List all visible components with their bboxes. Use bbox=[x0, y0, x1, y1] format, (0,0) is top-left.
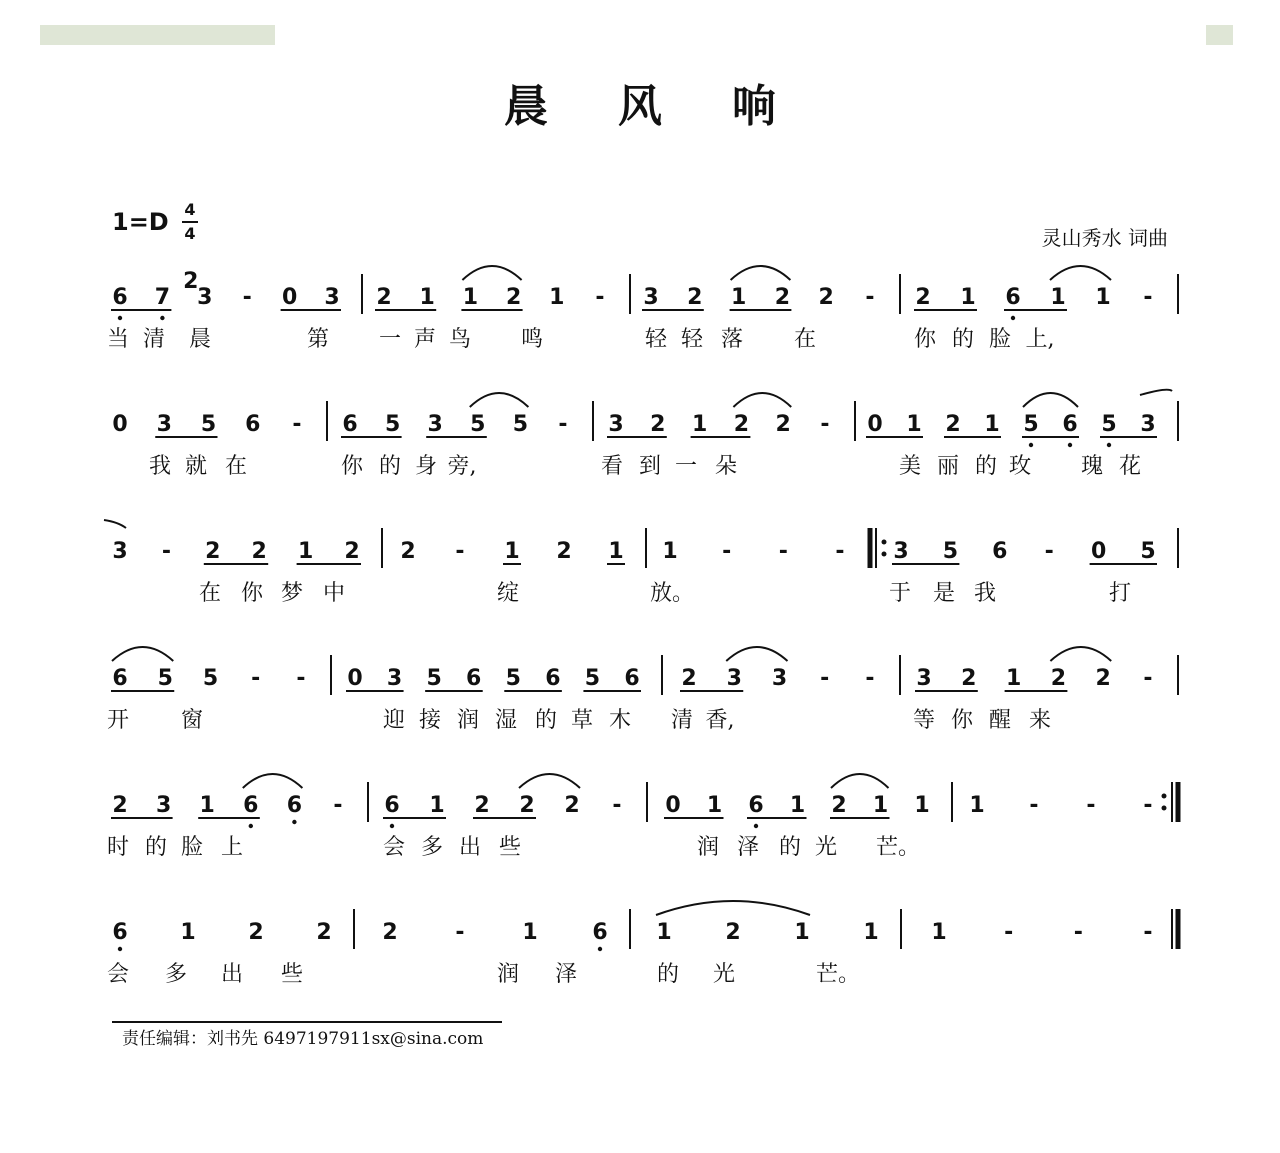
jianpu-note: 2 bbox=[915, 285, 931, 310]
lyric-char: 在 bbox=[198, 581, 222, 606]
lyric-char: 会 bbox=[382, 835, 406, 860]
dash-mark: - bbox=[722, 539, 732, 564]
lyric-char: 我 bbox=[973, 581, 997, 606]
jianpu-note: 2 bbox=[248, 920, 264, 945]
song-title: 晨风响 bbox=[504, 81, 846, 132]
lyric-char: 瑰 bbox=[1080, 454, 1104, 479]
jianpu-note: 3 bbox=[726, 666, 742, 691]
octave-dot-below bbox=[390, 824, 394, 828]
jianpu-note: 6 bbox=[245, 412, 261, 437]
jianpu-note: 2 bbox=[519, 793, 535, 818]
lyric-char: 丽 bbox=[936, 454, 960, 479]
jianpu-note: 5 bbox=[470, 412, 486, 437]
jianpu-note: 3 bbox=[771, 666, 788, 691]
jianpu-note: 2 bbox=[112, 793, 128, 818]
dash-mark: - bbox=[865, 666, 875, 691]
jianpu-note: 2 bbox=[505, 285, 522, 310]
jianpu-note: 2 bbox=[344, 539, 360, 564]
jianpu-note: 5 bbox=[384, 412, 401, 437]
jianpu-note: 3 bbox=[155, 793, 172, 818]
repeat-dot bbox=[882, 552, 887, 557]
lyric-char: 花 bbox=[1118, 454, 1142, 479]
lyric-char: 些 bbox=[280, 962, 304, 987]
lyric-char: 轻 bbox=[644, 327, 668, 352]
lyric-char: 你 bbox=[913, 327, 937, 352]
jianpu-note: 2 bbox=[775, 412, 791, 437]
lyric-char: 光 bbox=[712, 962, 736, 987]
lyric-char: 清 bbox=[670, 708, 694, 733]
jianpu-note: 3 bbox=[386, 666, 403, 691]
lyric-char: 草 bbox=[570, 708, 594, 733]
lyric-char: 朵 bbox=[714, 454, 738, 479]
jianpu-note: 3 bbox=[427, 412, 443, 437]
dash-mark: - bbox=[835, 539, 845, 564]
jianpu-note: 1 bbox=[199, 793, 215, 818]
lyric-char: 看 bbox=[600, 454, 624, 479]
jianpu-note: 1 bbox=[419, 285, 435, 310]
lyric-char: 醒 bbox=[988, 708, 1012, 733]
jianpu-note: 5 bbox=[942, 539, 959, 564]
octave-dot-below bbox=[598, 947, 602, 951]
jianpu-note: 1 bbox=[1095, 285, 1111, 310]
lyric-char: 是 bbox=[932, 581, 956, 606]
dash-mark: - bbox=[161, 539, 171, 564]
lyric-char: 泽 bbox=[554, 962, 578, 987]
lyric-char: 的 bbox=[656, 962, 680, 987]
jianpu-note: 2 bbox=[650, 412, 666, 437]
jianpu-note: 5 bbox=[1023, 412, 1039, 437]
lyric-char: 光 bbox=[814, 835, 838, 860]
dash-mark: - bbox=[865, 285, 875, 310]
jianpu-note: 1 bbox=[984, 412, 1000, 437]
lyric-char: 的 bbox=[951, 327, 975, 352]
jianpu-note: 6 bbox=[592, 920, 608, 945]
jianpu-note: 6 bbox=[112, 285, 128, 310]
jianpu-note: 6 bbox=[624, 666, 640, 691]
jianpu-note: 2 bbox=[687, 285, 703, 310]
octave-dot-below bbox=[1068, 443, 1072, 447]
jianpu-note: 6 bbox=[112, 920, 128, 945]
jianpu-note: 2 bbox=[725, 920, 741, 945]
lyric-char: 香, bbox=[705, 708, 735, 733]
dash-mark: - bbox=[558, 412, 568, 437]
jianpu-note: 6 bbox=[286, 793, 303, 818]
lyric-char: 身 bbox=[414, 454, 438, 479]
jianpu-note: 1 bbox=[706, 793, 723, 818]
jianpu-note: 1 bbox=[1050, 285, 1066, 310]
jianpu-note: 6 bbox=[1062, 412, 1078, 437]
slur-arc bbox=[243, 774, 303, 788]
jianpu-note: 1 bbox=[429, 793, 445, 818]
slur-arc bbox=[1050, 647, 1111, 661]
jianpu-note: 1 bbox=[297, 539, 314, 564]
lyric-char: 迎 bbox=[382, 708, 406, 733]
jianpu-note: 2 bbox=[774, 285, 791, 310]
lyric-char: 木 bbox=[608, 708, 632, 733]
lyric-char: 我 bbox=[148, 454, 172, 479]
lyric-char: 放。 bbox=[649, 581, 695, 606]
lyric-char: 清 bbox=[142, 327, 166, 352]
jianpu-note: 6 bbox=[545, 666, 561, 691]
lyric-char: 鸣 bbox=[520, 327, 544, 352]
lyric-char: 当 bbox=[106, 327, 130, 352]
jianpu-note: 1 bbox=[462, 285, 479, 310]
dash-mark: - bbox=[333, 793, 343, 818]
lyric-char: 出 bbox=[458, 835, 482, 860]
dash-mark: - bbox=[455, 539, 465, 564]
lyric-char: 多 bbox=[420, 835, 444, 860]
jianpu-note: 5 bbox=[584, 666, 601, 691]
jianpu-note: 5 bbox=[505, 666, 521, 691]
rest-note: 0 bbox=[347, 666, 363, 691]
jianpu-note: 1 bbox=[522, 920, 538, 945]
dash-mark: - bbox=[1143, 666, 1153, 691]
repeat-dot bbox=[882, 540, 887, 545]
octave-dot-below bbox=[118, 316, 122, 320]
lyric-char: 美 bbox=[898, 454, 922, 479]
jianpu-note: 3 bbox=[197, 285, 213, 310]
jianpu-note: 5 bbox=[200, 412, 217, 437]
jianpu-note: 1 bbox=[608, 539, 624, 564]
lyric-char: 等 bbox=[912, 708, 936, 733]
jianpu-note: 5 bbox=[202, 666, 219, 691]
lyric-char: 你 bbox=[340, 454, 364, 479]
lyric-char: 梦 bbox=[280, 581, 304, 606]
jianpu-note: 3 bbox=[643, 285, 659, 310]
jianpu-note: 1 bbox=[906, 412, 922, 437]
jianpu-note: 2 bbox=[818, 285, 834, 310]
lyric-char: 的 bbox=[534, 708, 558, 733]
lyric-char: 上, bbox=[1025, 327, 1055, 352]
jianpu-note: 3 bbox=[1140, 412, 1156, 437]
octave-dot-below bbox=[1011, 316, 1015, 320]
jianpu-note: 6 bbox=[466, 666, 482, 691]
lyric-char: 出 bbox=[220, 962, 244, 987]
jianpu-note: 6 bbox=[243, 793, 259, 818]
jianpu-note: 1 bbox=[914, 793, 930, 818]
dash-mark: - bbox=[1143, 793, 1153, 818]
dash-mark: - bbox=[251, 666, 261, 691]
lyric-char: 脸 bbox=[180, 835, 204, 860]
lyric-char: 你 bbox=[240, 581, 264, 606]
jianpu-note: 3 bbox=[916, 666, 932, 691]
jianpu-note: 6 bbox=[992, 539, 1008, 564]
jianpu-note: 5 bbox=[1101, 412, 1117, 437]
lyric-char: 润 bbox=[456, 708, 480, 733]
lyric-char: 泽 bbox=[736, 835, 760, 860]
jianpu-note: 2 bbox=[1050, 666, 1067, 691]
dash-mark: - bbox=[292, 412, 302, 437]
jianpu-note: 3 bbox=[156, 412, 172, 437]
rest-note: 0 bbox=[281, 285, 298, 310]
slur-arc bbox=[112, 647, 173, 661]
jianpu-note: 5 bbox=[426, 666, 442, 691]
footer-rule bbox=[112, 1021, 502, 1023]
jianpu-note: 1 bbox=[656, 920, 672, 945]
lyric-char: 些 bbox=[498, 835, 522, 860]
jianpu-note: 1 bbox=[872, 793, 889, 818]
slur-arc bbox=[731, 266, 791, 280]
rest-note: 0 bbox=[1090, 539, 1107, 564]
lyric-char: 晨 bbox=[188, 327, 212, 352]
lyric-char: 的 bbox=[778, 835, 802, 860]
jianpu-note: 1 bbox=[960, 285, 976, 310]
slur-arc bbox=[462, 266, 521, 280]
jianpu-note: 1 bbox=[180, 920, 196, 945]
tie-arc bbox=[1140, 390, 1172, 395]
key-signature: 1=D bbox=[112, 208, 169, 236]
jianpu-note: 5 bbox=[1140, 539, 1156, 564]
jianpu-note: 5 bbox=[512, 412, 529, 437]
jianpu-note: 6 bbox=[748, 793, 764, 818]
jianpu-note: 2 bbox=[1095, 666, 1111, 691]
rest-note: 0 bbox=[867, 412, 883, 437]
jianpu-note: 2 bbox=[251, 539, 267, 564]
lyric-char: 于 bbox=[888, 581, 912, 606]
dash-mark: - bbox=[1143, 285, 1153, 310]
jianpu-note: 6 bbox=[112, 666, 128, 691]
jianpu-note: 6 bbox=[1005, 285, 1021, 310]
time-sig-numerator: 4 bbox=[184, 200, 196, 219]
dash-mark: - bbox=[1044, 539, 1054, 564]
octave-dot-below bbox=[292, 820, 296, 824]
lyric-char: 就 bbox=[184, 454, 208, 479]
slur-arc bbox=[726, 647, 787, 661]
lyric-char: 湿 bbox=[494, 708, 518, 733]
jianpu-note: 2 bbox=[376, 285, 392, 310]
lyric-char: 润 bbox=[496, 962, 520, 987]
lyric-char: 玫 bbox=[1008, 454, 1032, 479]
octave-dot-below bbox=[1029, 443, 1033, 447]
jianpu-note: 3 bbox=[324, 285, 340, 310]
lyric-char: 窗 bbox=[180, 708, 204, 733]
dash-mark: - bbox=[820, 666, 830, 691]
jianpu-note: 3 bbox=[608, 412, 624, 437]
jianpu-note: 2 bbox=[961, 666, 977, 691]
jianpu-note: 2 bbox=[474, 793, 490, 818]
dash-mark: - bbox=[1086, 793, 1096, 818]
lyric-char: 轻 bbox=[680, 327, 704, 352]
slur-arc bbox=[519, 774, 580, 788]
lyric-char: 到 bbox=[638, 454, 662, 479]
dash-mark: - bbox=[595, 285, 605, 310]
jianpu-note: 1 bbox=[691, 412, 708, 437]
lyric-char: 绽 bbox=[496, 581, 520, 606]
lyric-char: 脸 bbox=[988, 327, 1012, 352]
jianpu-note: 6 bbox=[384, 793, 400, 818]
composer-credit: 灵山秀水 词曲 bbox=[1041, 226, 1168, 250]
dash-mark: - bbox=[612, 793, 622, 818]
octave-dot-below bbox=[249, 824, 253, 828]
jianpu-note: 2 bbox=[564, 793, 580, 818]
lyric-char: 会 bbox=[106, 962, 130, 987]
jianpu-note: 1 bbox=[969, 793, 985, 818]
jianpu-note: 2 bbox=[681, 666, 697, 691]
dash-mark: - bbox=[296, 666, 306, 691]
lyric-char: 你 bbox=[950, 708, 974, 733]
lyric-char: 鸟 bbox=[448, 327, 472, 352]
dash-mark: - bbox=[455, 920, 465, 945]
lyric-char: 中 bbox=[322, 581, 346, 606]
lyric-char: 接 bbox=[418, 708, 442, 733]
editor-credit: 责任编辑：刘书先 6497197911sx@sina.com bbox=[122, 1029, 484, 1049]
lyric-char: 时 bbox=[106, 835, 130, 860]
lyric-char: 打 bbox=[1108, 581, 1132, 606]
repeat-dot bbox=[1162, 806, 1167, 811]
lyric-char: 芒。 bbox=[875, 835, 921, 860]
lyric-char: 上 bbox=[220, 835, 244, 860]
octave-dot-below bbox=[118, 947, 122, 951]
octave-dot-below bbox=[1107, 443, 1111, 447]
dash-mark: - bbox=[1029, 793, 1039, 818]
jianpu-note: 1 bbox=[931, 920, 947, 945]
jianpu-note: 2 bbox=[831, 793, 847, 818]
jianpu-note: 2 bbox=[556, 539, 572, 564]
lyric-char: 旁, bbox=[447, 454, 477, 479]
dash-mark: - bbox=[1004, 920, 1014, 945]
jianpu-note: 1 bbox=[549, 285, 565, 310]
lyric-char: 一 bbox=[674, 454, 698, 479]
jianpu-note: 3 bbox=[112, 539, 128, 564]
lyric-char: 多 bbox=[164, 962, 188, 987]
dash-mark: - bbox=[1073, 920, 1083, 945]
jianpu-note: 2 bbox=[382, 920, 398, 945]
time-sig-denominator: 4 bbox=[184, 224, 196, 243]
jianpu-note: 1 bbox=[789, 793, 806, 818]
jianpu-note: 1 bbox=[662, 539, 678, 564]
jianpu-note: 7 bbox=[154, 285, 171, 310]
octave-dot-below bbox=[754, 824, 758, 828]
octave-dot-below bbox=[160, 316, 164, 320]
dash-mark: - bbox=[242, 285, 252, 310]
jianpu-note: 3 bbox=[893, 539, 909, 564]
lyric-char: 第 bbox=[306, 327, 330, 352]
rest-note: 0 bbox=[112, 412, 128, 437]
jianpu-note: 5 bbox=[157, 666, 173, 691]
slur-arc bbox=[656, 901, 810, 915]
lyric-char: 来 bbox=[1028, 708, 1052, 733]
jianpu-note: 2 bbox=[945, 412, 961, 437]
slur-arc bbox=[1050, 266, 1111, 280]
lyric-char: 开 bbox=[106, 708, 130, 733]
lyric-char: 芒。 bbox=[815, 962, 861, 987]
lyric-char: 的 bbox=[144, 835, 168, 860]
jianpu-note: 2 bbox=[400, 539, 416, 564]
jianpu-note: 6 bbox=[342, 412, 358, 437]
dash-mark: - bbox=[778, 539, 788, 564]
dash-mark: - bbox=[1143, 920, 1153, 945]
repeat-dot bbox=[1162, 794, 1167, 799]
lyric-char: 一 bbox=[378, 327, 402, 352]
jianpu-note: 1 bbox=[504, 539, 520, 564]
slur-arc bbox=[1023, 393, 1078, 407]
jianpu-note: 2 bbox=[316, 920, 332, 945]
slur-arc bbox=[733, 393, 791, 407]
jianpu-note: 1 bbox=[863, 920, 879, 945]
lyric-char: 润 bbox=[696, 835, 720, 860]
lyric-char: 的 bbox=[378, 454, 402, 479]
lyric-char: 在 bbox=[793, 327, 817, 352]
rest-note: 0 bbox=[665, 793, 681, 818]
jianpu-note: 2 bbox=[733, 412, 750, 437]
jianpu-note: 2 bbox=[205, 539, 221, 564]
jianpu-note: 1 bbox=[730, 285, 747, 310]
slur-arc bbox=[831, 774, 889, 788]
dash-mark: - bbox=[820, 412, 830, 437]
lyric-char: 的 bbox=[974, 454, 998, 479]
jianpu-note: 1 bbox=[794, 920, 810, 945]
lyric-char: 落 bbox=[720, 327, 744, 352]
tie-arc bbox=[104, 520, 126, 528]
jianpu-note: 1 bbox=[1005, 666, 1022, 691]
grace-note: 2 bbox=[183, 269, 199, 294]
lyric-char: 声 bbox=[413, 327, 437, 352]
lyric-char: 在 bbox=[224, 454, 248, 479]
slur-arc bbox=[470, 393, 529, 407]
